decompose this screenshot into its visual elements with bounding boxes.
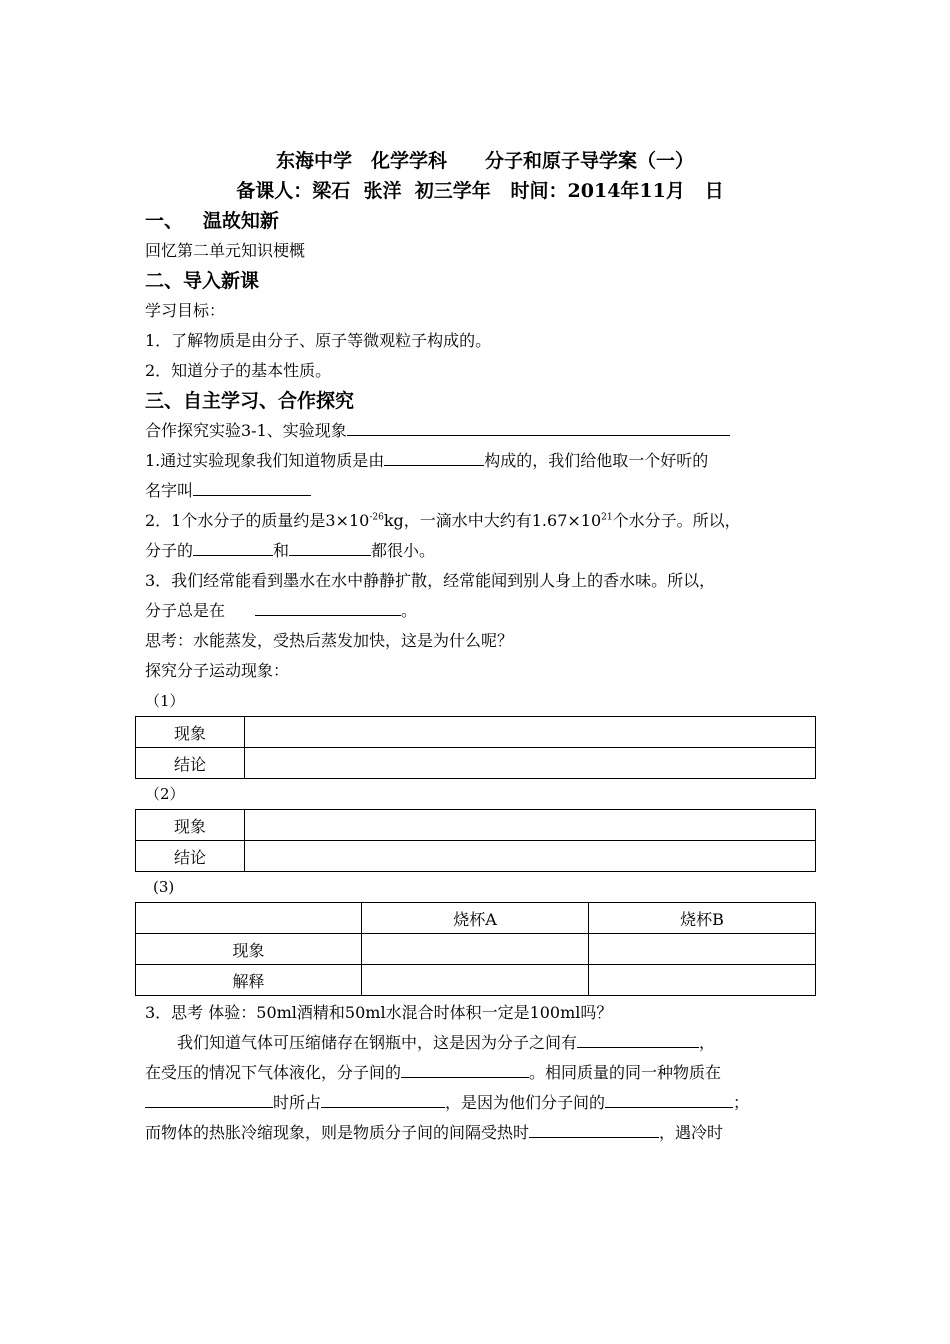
q3-text-c: 。 — [401, 601, 418, 620]
blank-q2-1[interactable] — [193, 536, 273, 556]
blank-q3[interactable] — [255, 596, 401, 616]
table2-row1-label: 现象 — [136, 810, 245, 841]
experiment-line — [145, 416, 815, 446]
experiment-label: 合作探究实验3-1、实验现象 — [145, 421, 347, 440]
think-question: 思考：水能蒸发，受热后蒸发加快，这是为什么呢？ — [145, 631, 514, 650]
para-text-g: ； — [733, 1093, 750, 1112]
table3-row2-cell-a[interactable] — [362, 965, 589, 996]
table3-row1-cell-a[interactable] — [362, 934, 589, 965]
question-2 — [145, 506, 815, 536]
question-4: 3．思考 体验：50ml酒精和50ml水混合时体积一定是100ml吗？ — [145, 1003, 613, 1022]
q2-text-b: kg，一滴水中大约有1.67×10 — [383, 511, 602, 530]
table3-row1-label: 现象 — [136, 934, 362, 965]
table1-row1-label: 现象 — [136, 717, 245, 748]
table3-header-beaker-a: 烧杯A — [362, 903, 589, 934]
q2-exponent-2: 21 — [601, 512, 613, 523]
table1-row1-cell[interactable] — [245, 717, 816, 748]
q2-text-e: 和 — [273, 541, 290, 560]
blank-experiment[interactable] — [347, 416, 730, 436]
q2-text-a: 2．1个水分子的质量约是3×10 — [145, 511, 370, 530]
table-row — [136, 934, 816, 965]
para-text-h: 而物体的热胀冷缩现象，则是物质分子间的间隔受热时 — [145, 1123, 530, 1142]
para-text-d: 。相同质量的同一种物质在 — [529, 1063, 722, 1082]
goal-1: 1．了解物质是由分子、原子等微观粒子构成的。 — [145, 331, 492, 350]
para-text-b: ， — [699, 1033, 716, 1052]
paragraph-line-3 — [145, 1088, 815, 1118]
table3-header-beaker-b: 烧杯B — [589, 903, 816, 934]
table2-label: （2） — [145, 785, 185, 803]
q2-text-c: 个水分子。所以， — [612, 511, 741, 530]
table-row — [136, 841, 816, 872]
table1-row2-label: 结论 — [136, 748, 245, 779]
section3-heading: 三、自主学习、合作探究 — [145, 390, 355, 412]
section1-heading: 一、 温故知新 — [145, 210, 279, 232]
table3-corner — [136, 903, 362, 934]
question-2-cont — [145, 536, 815, 566]
document-title: 东海中学 化学学科 分子和原子导学案（一） — [275, 150, 694, 172]
para-text-c: 在受压的情况下气体液化，分子间的 — [145, 1063, 402, 1082]
explore-label: 探究分子运动现象： — [145, 661, 290, 680]
table3-label: (3) — [153, 878, 175, 896]
table2-row2-cell[interactable] — [245, 841, 816, 872]
table-2 — [135, 809, 816, 872]
table3-row2-cell-b[interactable] — [589, 965, 816, 996]
table2-row2-label: 结论 — [136, 841, 245, 872]
table-1 — [135, 716, 816, 779]
table-row — [136, 748, 816, 779]
q1-text-c: 名字叫 — [145, 481, 194, 500]
goals-label: 学习目标： — [145, 301, 226, 320]
table1-label: （1） — [145, 692, 185, 710]
blank-q1-2[interactable] — [193, 476, 311, 496]
para-text-f: ，是因为他们分子间的 — [445, 1093, 606, 1112]
paragraph-line-1 — [145, 1028, 815, 1058]
para-text-i: ，遇冷时 — [659, 1123, 724, 1142]
blank-para-3[interactable] — [145, 1088, 273, 1108]
question-1-cont — [145, 476, 815, 506]
q1-text-b: 构成的，我们给他取一个好听的 — [484, 451, 709, 470]
goal-2: 2．知道分子的基本性质。 — [145, 361, 332, 380]
q2-exponent-1: -26 — [369, 512, 384, 523]
para-text-e: 时所占 — [273, 1093, 322, 1112]
q2-text-f: 都很小。 — [371, 541, 436, 560]
section1-text: 回忆第二单元知识梗概 — [145, 241, 306, 260]
blank-para-4[interactable] — [321, 1088, 445, 1108]
blank-para-5[interactable] — [605, 1088, 733, 1108]
document-subtitle: 备课人：梁石 张洋 初三学年 时间：2014年11月 日 — [236, 180, 724, 202]
paragraph-line-2 — [145, 1058, 815, 1088]
table-row — [136, 717, 816, 748]
para-text-a: 我们知道气体可压缩储存在钢瓶中，这是因为分子之间有 — [177, 1033, 578, 1052]
blank-para-1[interactable] — [577, 1028, 699, 1048]
section2-heading: 二、导入新课 — [145, 270, 260, 292]
q2-text-d: 分子的 — [145, 541, 194, 560]
table-row — [136, 903, 816, 934]
table-row — [136, 965, 816, 996]
q1-text-a: 1.通过实验现象我们知道物质是由 — [145, 451, 385, 470]
blank-q2-2[interactable] — [289, 536, 371, 556]
question-3-cont — [145, 596, 815, 626]
table-3 — [135, 902, 816, 996]
table3-row1-cell-b[interactable] — [589, 934, 816, 965]
table2-row1-cell[interactable] — [245, 810, 816, 841]
blank-para-6[interactable] — [529, 1118, 659, 1138]
document-page — [145, 146, 815, 1148]
question-1 — [145, 446, 815, 476]
blank-q1-1[interactable] — [384, 446, 484, 466]
table-row — [136, 810, 816, 841]
question-3: 3．我们经常能看到墨水在水中静静扩散，经常能闻到别人身上的香水味。所以， — [145, 571, 716, 590]
table3-row2-label: 解释 — [136, 965, 362, 996]
paragraph-line-4 — [145, 1118, 815, 1148]
q3-text-b: 分子总是在 — [145, 601, 226, 620]
blank-para-2[interactable] — [401, 1058, 529, 1078]
table1-row2-cell[interactable] — [245, 748, 816, 779]
